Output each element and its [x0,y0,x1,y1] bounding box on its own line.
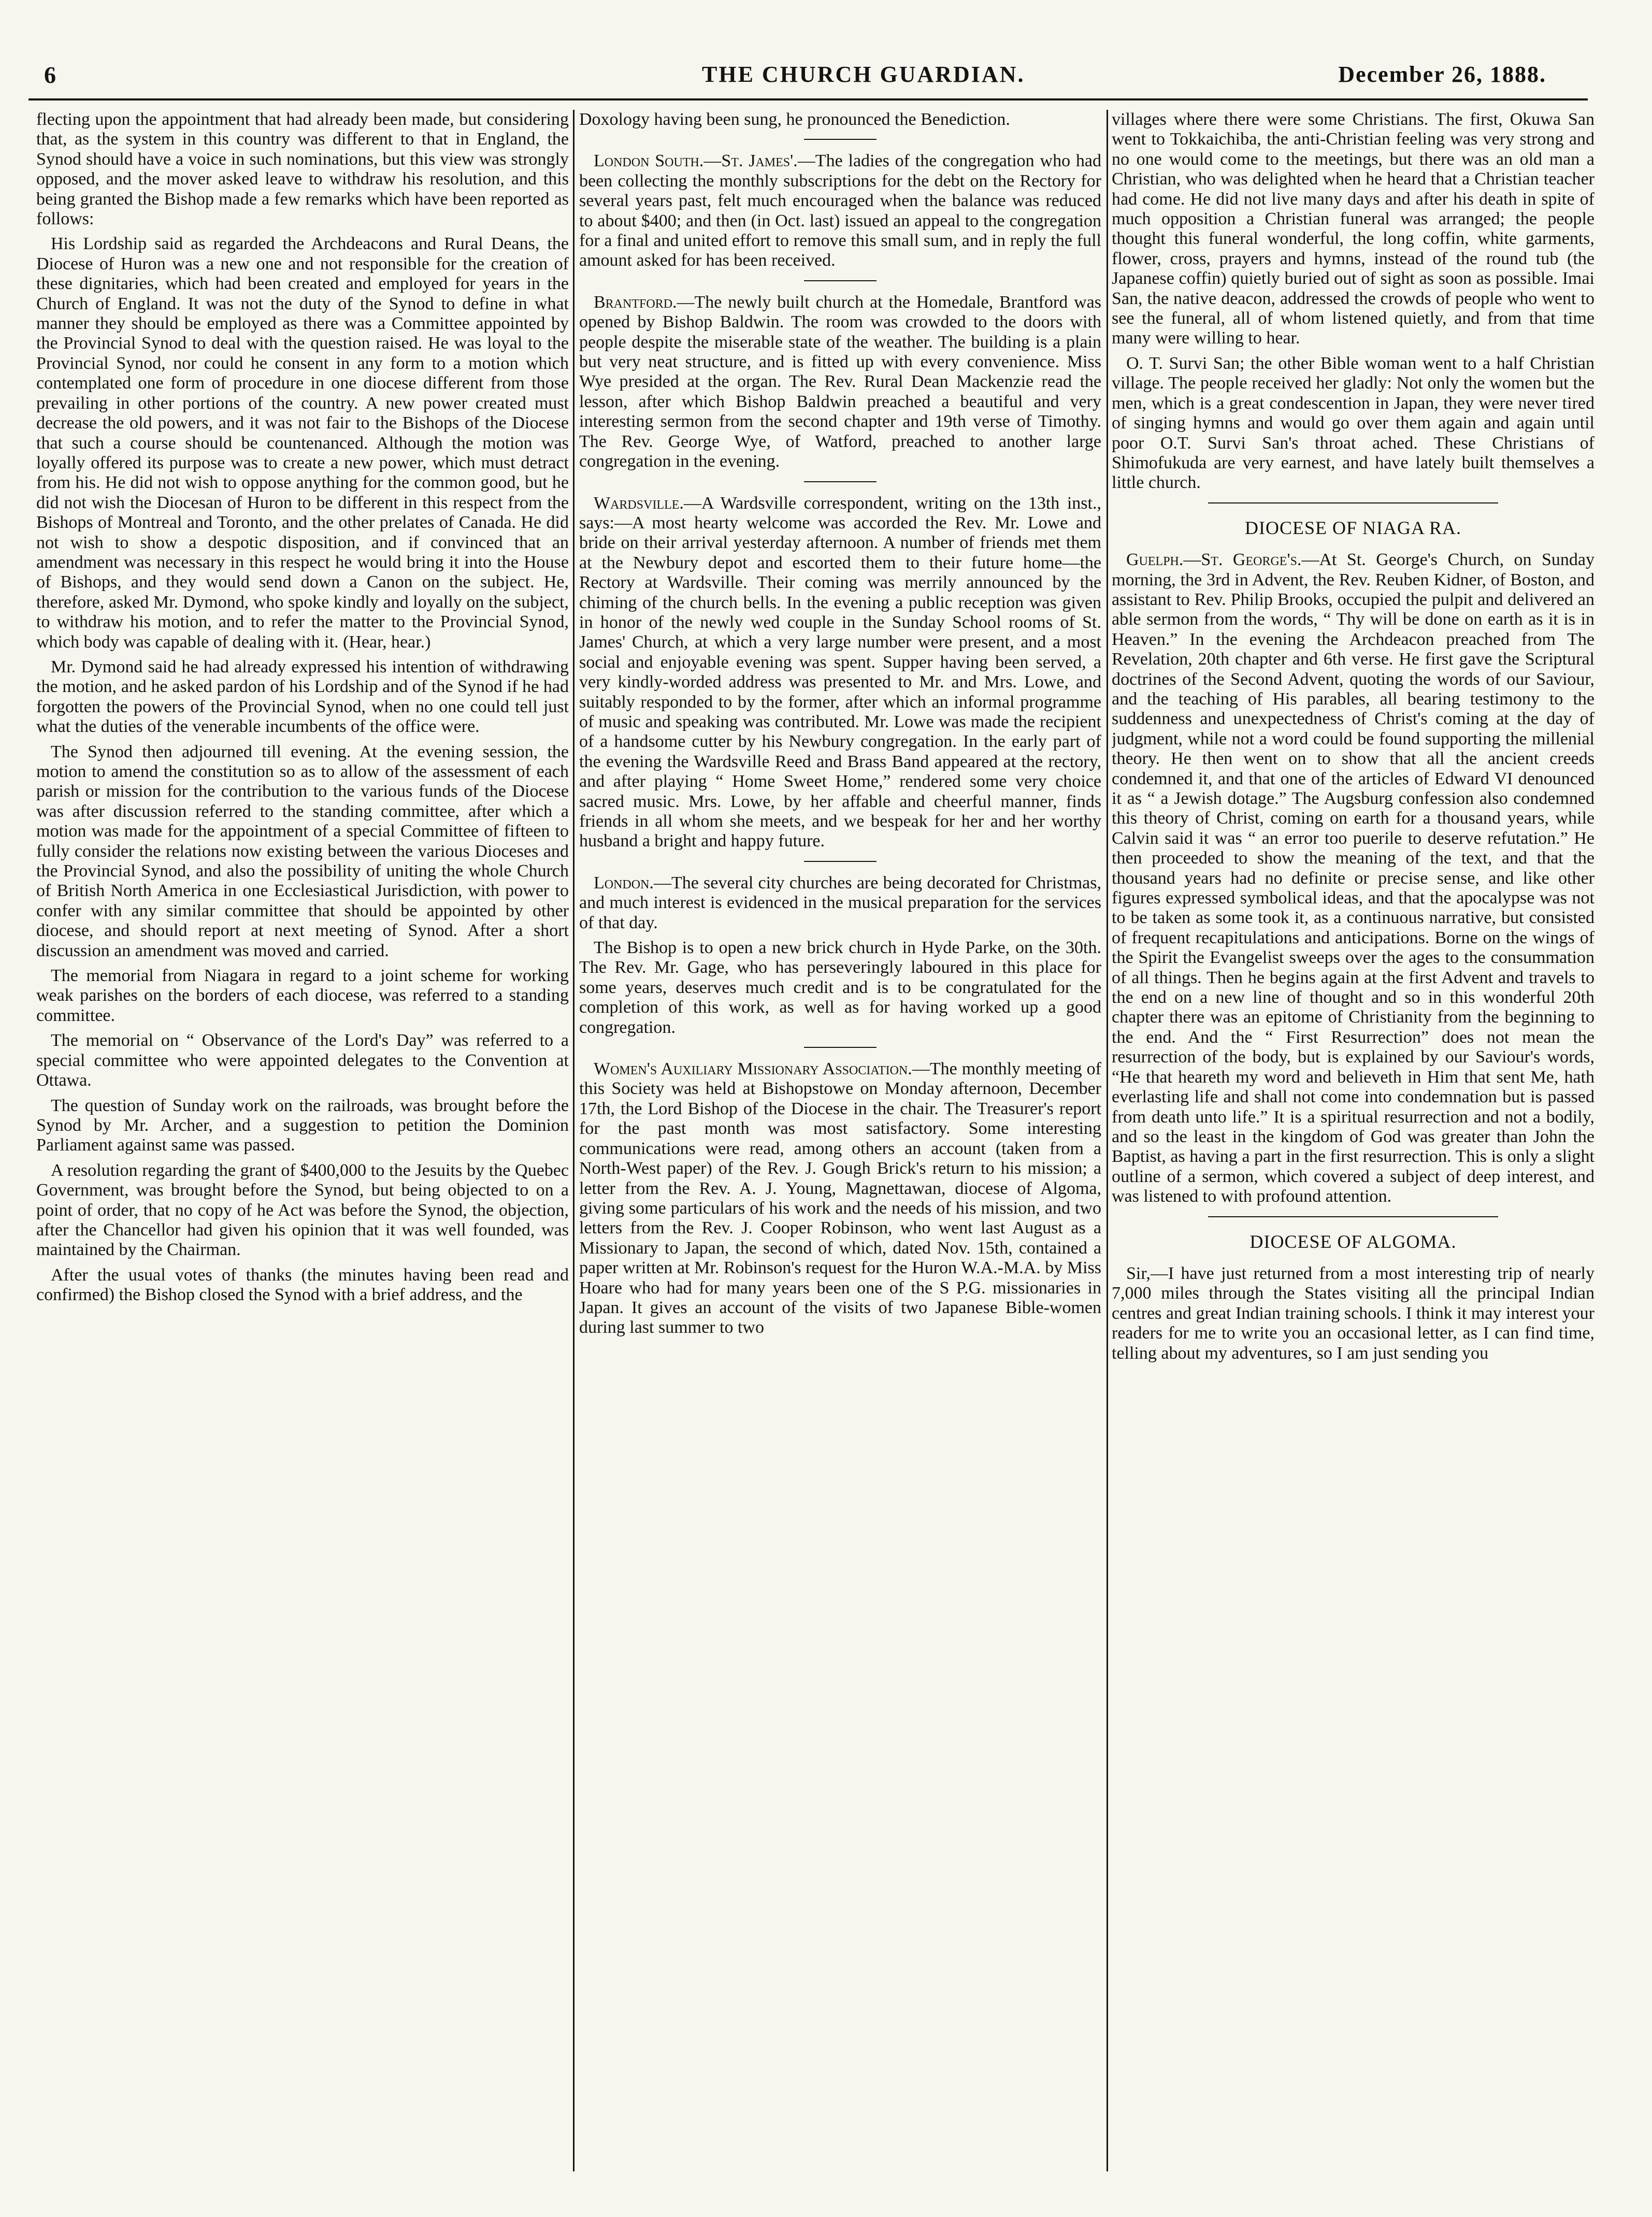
item-text: —The several city churches are being decorated for Christmas, and much interest is evidenced in the musical preparation for the services of that day. [579,873,1101,932]
news-item-london-south [579,151,1101,270]
article-paragraph: villages where there were some Christians. The first, Okuwa San went to Tokkaichiba, the anti-Christian feeling was very strong and no one would come to the meetings, but there was an old man a Christian, who was delighted when he heard that a Christian teacher had come. He did not live many days and after his death in spite of much opposition a Christian funeral was arranged; the people thought this funeral wonderful, the long coffin, white garments, flower, cross, prayers and hymns, instead of the round tub (the Japanese coffin) quietly buried out of sight as soon as possible. Imai San, the native deacon, addressed the crowds of people who went to see the funeral, all of whom listened quietly, and from that time many were willing to hear. [1112,110,1594,348]
news-item-wardsville [579,494,1101,852]
article-paragraph: The question of Sunday work on the railroads, was brought before the Synod by Mr. Archer, and a suggestion to petition the Dominion Parliament against same was passed. [36,1096,569,1155]
section-heading-algoma: DIOCESE OF ALGOMA. [1249,1231,1457,1252]
column-2 [579,110,1101,2171]
news-item-brantford [579,293,1101,472]
article-paragraph: O. T. Survi San; the other Bible woman went to a half Christian village. The people received her gladly: Not only the women but the men, which is a great condescention in Japan, they were never tired of singing hymns and would go over them again and again until poor O.T. Survi San's throat ached. These Christians of Shimofukuda are very earnest, and have lately built themselves a little church. [1112,353,1594,493]
newspaper-title: THE CHURCH GUARDIAN. [702,62,1025,87]
column-3 [1112,110,1594,2171]
section-separator [804,280,877,281]
item-text: —A Wardsville correspondent, writing on the 13th inst., says:—A most hearty welcome was accorded the Rev. Mr. Lowe and bride on their arrival yesterday afternoon. A number of friends met them at the Newbury depot and escorted them to their future home—the Rectory at Wardsville. Their coming was merrily announced by the chiming of the church bells. In the evening a public reception was given in honor of the newly wed couple in the Sunday School rooms of St. James' Church, at which a very large number were present, and a most social and enjoyable evening was spent. Supper having been served, a very kindly-worded address was presented to Mr. and Mrs. Lowe, and suitably responded to by the former, after which an informal programme of music and speaking was contributed. Mr. Lowe was made the recipient of a handsome cutter by his Newbury congregation. In the early part of the evening the Wardsville Reed and Brass Band appeared at the rectory, and after playing “ Home Sweet Home,” rendered some very choice sacred music. Mrs. Lowe, by her affable and cheerful manner, finds friends in all whom she meets, and we bespeak for her and her worthy husband a bright and happy future. [579,493,1101,851]
news-item-womens-auxiliary [579,1059,1101,1338]
news-item-guelph [1112,550,1594,1206]
item-text: —The newly built church at the Homedale, Brantford was opened by Bishop Baldwin. The room was crowded to the doors with people despite the miserable state of the weather. The building is a plain but very neat structure, and is fitted up with every convenience. Miss Wye presided at the organ. The Rev. Rural Dean Mackenzie read the lesson, after which Bishop Baldwin preached a beautiful and very interesting sermon from the second chapter and 19th verse of Timothy. The Rev. George Wye, of Watford, preached to another large congregation in the evening. [579,292,1101,471]
article-paragraph: His Lordship said as regarded the Archdeacons and Rural Deans, the Diocese of Huron was a new one and not responsible for the creation of these dignitaries, which had been created and employed for years in the Church of England. It was not the duty of the Synod to define in what manner they should be employed as there was a Committee appointed by the Provincial Synod to deal with the question raised. He was loyal to the Provincial Synod, nor could he consent in any form to a motion which contemplated one form of procedure in one diocese different from those prevailing in other portions of the country. A new power created must decrease the old powers, and it was not fair to the Bishops of the Diocese that such a course should be countenanced. Although the motion was loyally offered its purpose was to create a new power, which must detract from his. He did not wish to oppose anything for the common good, but he did not wish the Diocesan of Huron to be different in this respect from the Bishops of Montreal and Toronto, and the other prelates of Canada. He did not wish to show a despotic disposition, and if convinced that an amendment was necessary in this respect he would bring it into the House of Bishops, and they would send down a Canon on the subject. He, therefore, asked Mr. Dymond, who spoke kindly and loyally on the subject, to withdraw his motion, and to refer the matter to the Provincial Synod, which body was capable of dealing with it. (Hear, hear.) [36,234,569,652]
section-separator [804,1047,877,1048]
issue-date: December 26, 1888. [1338,62,1546,87]
item-lead: Women's Auxiliary Missionary Association. [594,1059,912,1079]
item-lead: London South.—St. James'. [594,151,798,171]
section-separator [1208,1216,1498,1217]
column-divider [573,110,574,2171]
article-paragraph: A resolution regarding the grant of $400,000 to the Jesuits by the Quebec Government, was brought before the Synod, but being objected to on a point of order, that no copy of he Act was before the Synod, the objection, after the Chancellor had given his opinion that it was well founded, was maintained by the Chairman. [36,1160,569,1260]
article-paragraph: The Synod then adjourned till evening. At the evening session, the motion to amend the constitution so as to allow of the assessment of each parish or mission for the contribution to the various funds of the Diocese was after discussion referred to the standing committee, after which a motion was made for the appointment of a special Committee of fifteen to fully consider the relations now existing between the various Dioceses and the Provincial Synod, and also the possibility of uniting the whole Church of British North America in one Ecclesiastical Jurisdiction, with power to confer with any similar committee that should be appointed by other diocese, and should report at next meeting of Synod. After a short discussion an amendment was moved and carried. [36,742,569,960]
article-paragraph: The Bishop is to open a new brick church in Hyde Parke, on the 30th. The Rev. Mr. Gage, who has perseveringly laboured in this place for some years, deserves much credit and is to be congratulated for the completion of this work, as well as for having worked up a good congregation. [579,938,1101,1037]
section-separator [804,481,877,482]
column-1 [36,110,569,2171]
letter-paragraph: Sir,—I have just returned from a most interesting trip of nearly 7,000 miles through the States visiting all the principal Indian centres and great Indian training schools. I think it may interest your readers for me to write you an occasional letter, as I can find time, telling about my adventures, so I am just sending you [1112,1263,1594,1363]
article-paragraph: flecting upon the appointment that had already been made, but considering that, as the system in this country was different to that in England, the Synod should have a voice in such nominations, but this view was strongly opposed, and the mover asked leave to withdraw his resolution, and this being granted the Bishop made a few remarks which have been reported as follows: [36,110,569,229]
item-text: —The ladies of the congregation who had been collecting the monthly subscriptions for the debt on the Rectory for several years past, felt much encouraged when the balance was reduced to about $400; and then (in Oct. last) issued an appeal to the congregation for a final and united effort to remove this small sum, and in reply the full amount asked for has been received. [579,151,1101,270]
article-paragraph: The memorial from Niagara in regard to a joint scheme for working weak parishes on the borders of each diocese, was referred to a standing committee. [36,966,569,1025]
item-lead: London. [594,873,654,892]
item-lead: Guelph.—St. George's. [1126,550,1302,570]
item-lead: Wardsville. [594,493,684,513]
column-divider [1107,110,1108,2171]
article-paragraph: Doxology having been sung, he pronounced the Benediction. [579,110,1010,129]
news-item-london [579,873,1101,933]
section-separator [804,861,877,862]
article-paragraph: After the usual votes of thanks (the minutes having been read and confirmed) the Bishop closed the Synod with a brief address, and the [36,1265,569,1305]
item-lead: Brantford. [594,292,677,312]
page-number: 6 [44,62,56,88]
section-separator [804,139,877,140]
page-header [28,61,1583,98]
item-text: —The monthly meeting of this Society was held at Bishopstowe on Monday afternoon, December 17th, the Lord Bishop of the Diocese in the chair. The Treasurer's report for the past month was most satisfactory. Some interesting communications were read, among others an account (taken from a North-West paper) of the Rev. J. Gough Brick's return to his mission; a letter from the Rev. A. J. Young, Magnettawan, diocese of Algoma, giving some particulars of his work and the needs of his mission, and two letters from the Rev. J. Cooper Robinson, who went last August as a Missionary to Japan, the second of which, dated Nov. 15th, contained a paper written at Mr. Robinson's request for the Huron W.A.-M.A. by Miss Hoare who had for many years been one of the S P.G. missionaries in Japan. It gives an account of the visits of two Japanese Bible-women during last summer to two [579,1059,1101,1337]
section-separator [1208,502,1498,503]
section-heading-niagara: DIOCESE OF NIAGA RA. [1244,517,1462,538]
article-paragraph: Mr. Dymond said he had already expressed his intention of withdrawing the motion, and he asked pardon of his Lordship and of the Synod if he had forgotten the powers of the Provincial Synod, when no one could tell just what the duties of the venerable incumbents of the office were. [36,657,569,737]
article-paragraph: The memorial on “ Observance of the Lord's Day” was referred to a special committee who were appointed delegates to the Convention at Ottawa. [36,1031,569,1090]
header-rule [28,98,1588,100]
item-text: —At St. George's Church, on Sunday morning, the 3rd in Advent, the Rev. Reuben Kidner, of Boston, and assistant to Rev. Philip Brooks, occupied the pulpit and delivered an able sermon from the words, “ Thy will be done on earth as it is in Heaven.” In the evening the Archdeacon preached from The Revelation, 20th chapter and 6th verse. He first gave the Scriptural doctrines of the Second Advent, quoting the words of our Saviour, and the teaching of His parables, all bearing testimony to the suddenness and unexpectedness of Christ's coming at the day of judgment, while not a word could be found supporting the millenial theory. He then went on to show that all the ancient creeds condemned it, and that one of the articles of Edward VI denounced it as “ a Jewish dotage.” The Augsburg confession also condemned this theory of Christ, coming on earth for a thousand years, while Calvin said it was “ an error too puerile to deserve refutation.” He then proceeded to show the meaning of the text, and that the thousand years had no definite or precise sense, and like other figures expressed symbolical ideas, and that the apocalypse was not to be taken as some took it, as a continuous narrative, but consisted of frequent recapitulations and anticipations. Borne on the wings of the Spirit the Evangelist sweeps over the ages to the consummation of all things. Then he begins again at the first Advent and travels to the end on a new line of thought and so in this wonderful 20th chapter there was an epitome of Christianity from the beginning to the end. And the “ First Resurrection” does not mean the resurrection of the body, but is explained by our Saviour's words, “He that heareth my word and believeth in Him that sent Me, hath everlasting life and shall not come into condemnation but is passed from death unto life.” It is a spiritual resurrection and not a bodily, and so the least in the kingdom of God was greater than John the Baptist, as having a part in the first resurrection. This is only a slight outline of a sermon, which covered a subject of deep interest, and was listened to with profound attention. [1112,550,1594,1206]
